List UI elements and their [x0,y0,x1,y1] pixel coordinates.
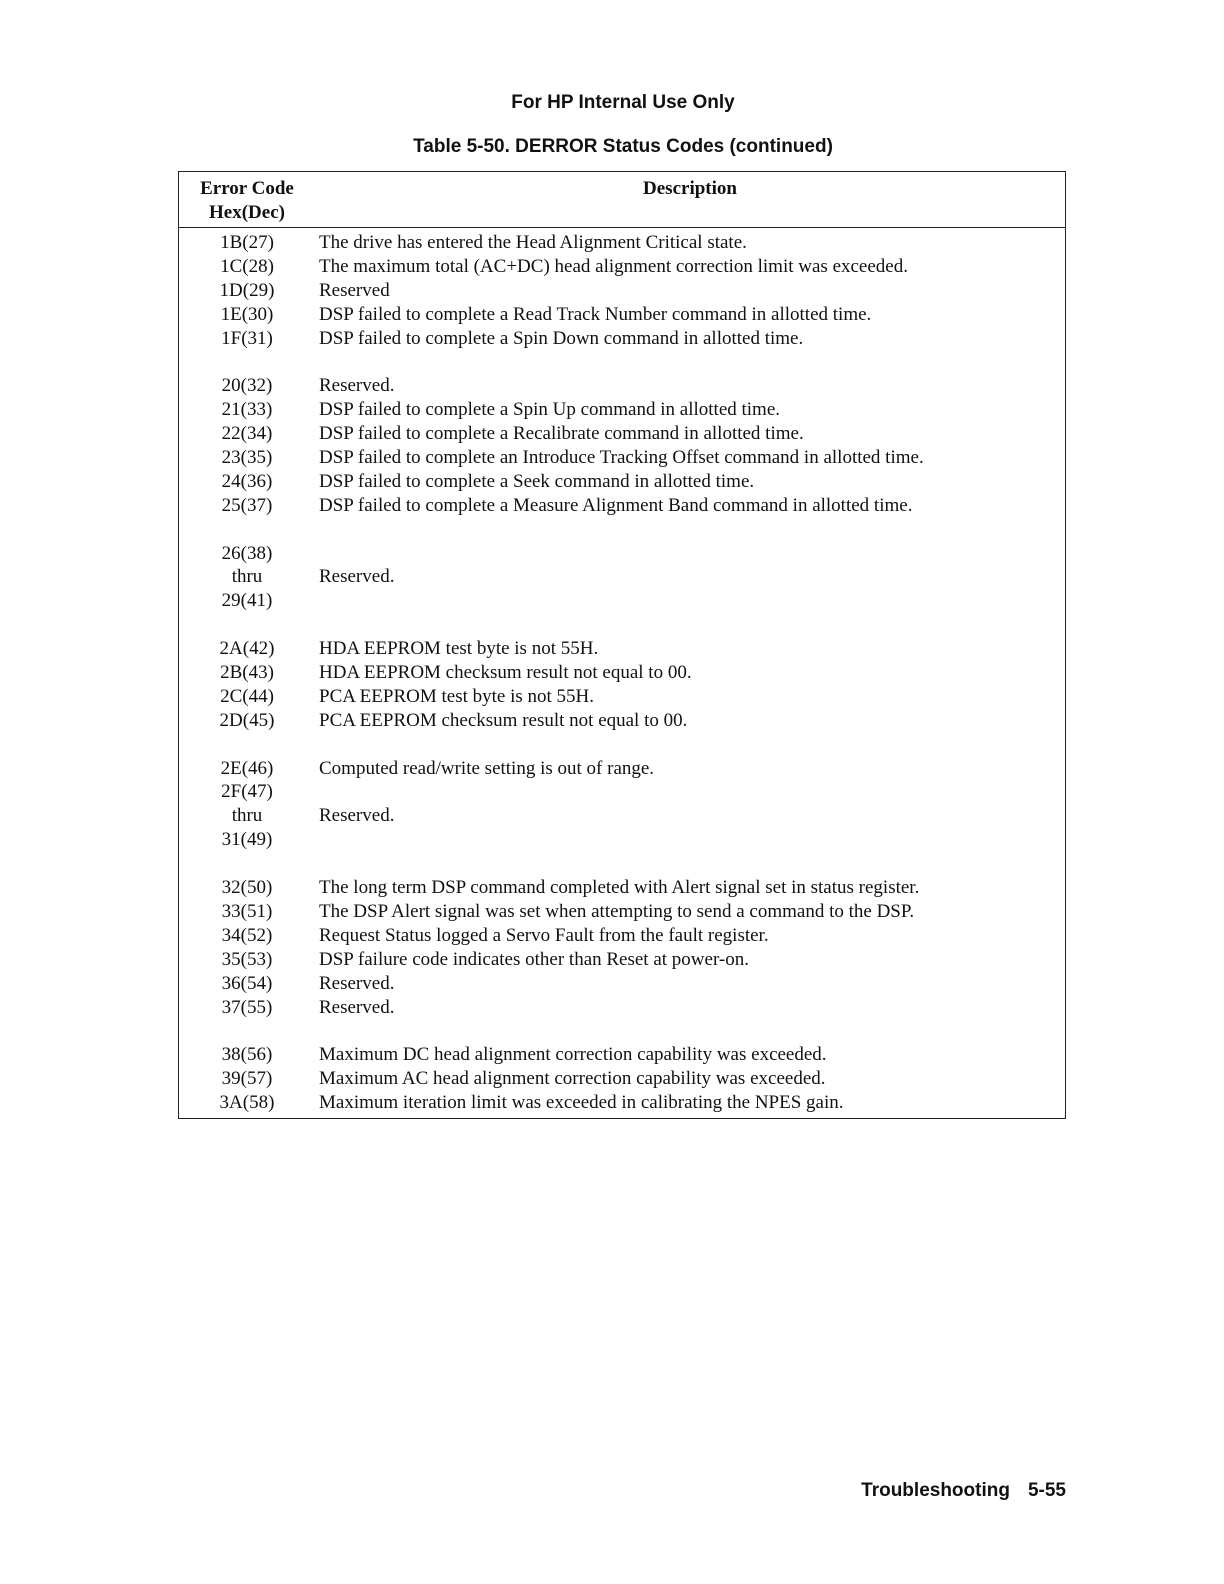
error-code-cell: 1D(29) [219,279,275,301]
table-row [179,1091,1065,1115]
table-row [179,255,1065,279]
error-code-cell: 22(34) [221,423,273,445]
error-code-cell: 38(56) [221,1044,273,1066]
error-code-cell: 34(52) [221,924,273,946]
table-row [179,948,1065,972]
description-cell: Computed read/write setting is out of range. [319,757,655,779]
table-row [179,1067,1065,1091]
error-code-cell: 3A(58) [219,1092,275,1114]
table-row [179,589,1065,613]
table-row [179,733,1065,757]
description-cell: The DSP Alert signal was set when attempting to send a command to the DSP. [319,900,915,922]
table-header [179,172,1065,228]
table-row [179,350,1065,374]
table-row [179,446,1065,470]
table-row [179,780,1065,804]
table-row [179,804,1065,828]
footer-section: Troubleshooting [861,1480,1010,1501]
page-footer [861,1480,1066,1502]
description-cell: DSP failed to complete a Recalibrate command in allotted time. [319,423,804,445]
table-caption: Table 5-50. DERROR Status Codes (continued) [413,136,833,157]
derror-status-table [178,171,1066,1119]
description-cell: DSP failed to complete a Seek command in allotted time. [319,470,755,492]
error-code-cell: 37(55) [221,996,273,1018]
page-banner: For HP Internal Use Only [511,92,735,113]
error-code-cell: 2C(44) [220,685,274,707]
description-cell: Reserved. [319,996,395,1018]
error-code-cell: 1B(27) [220,232,274,253]
table-row [179,900,1065,924]
error-code-cell: 36(54) [221,972,273,994]
description-cell: DSP failed to complete a Read Track Number command in allotted time. [319,303,872,325]
table-row [179,996,1065,1020]
description-cell: The long term DSP command completed with Alert signal set in status register. [319,877,920,899]
description-cell: DSP failed to complete a Spin Up command in allotted time. [319,399,781,421]
description-cell: DSP failed to complete a Measure Alignment Band command in allotted time. [319,494,913,516]
error-code-cell: 1F(31) [221,327,273,349]
column-header-description: Description [643,178,737,199]
table-row [179,685,1065,709]
description-cell: Reserved. [319,375,395,397]
table-row [179,542,1065,566]
table-row [179,398,1065,422]
error-code-cell: thru [231,566,263,588]
error-code-cell: 1C(28) [220,255,274,277]
error-code-cell: 20(32) [221,375,273,397]
description-cell: PCA EEPROM test byte is not 55H. [319,685,594,707]
table-row [179,1043,1065,1067]
table-row [179,279,1065,303]
error-code-cell: 1E(30) [220,303,274,325]
description-cell: HDA EEPROM test byte is not 55H. [319,638,599,660]
table-row [179,303,1065,327]
error-code-cell: 21(33) [221,399,273,421]
table-row [179,422,1065,446]
table-body [179,231,1065,1115]
table-row [179,757,1065,781]
error-code-cell: 33(51) [221,900,273,922]
table-row [179,613,1065,637]
description-cell: PCA EEPROM checksum result not equal to 00. [319,709,688,731]
table-row [179,470,1065,494]
table-row [179,327,1065,351]
error-code-cell: 35(53) [221,948,273,970]
error-code-cell: 2D(45) [219,709,275,731]
table-row [179,972,1065,996]
description-cell: DSP failed to complete an Introduce Tracking Offset command in allotted time. [319,447,924,469]
error-code-cell: 2F(47) [221,781,273,803]
description-cell: DSP failed to complete a Spin Down command in allotted time. [319,327,804,349]
table-row [179,828,1065,852]
error-code-cell: 39(57) [221,1068,273,1090]
table-row [179,518,1065,542]
table-row [179,876,1065,900]
error-code-cell: 2B(43) [220,662,274,684]
table-row [179,374,1065,398]
column-header-error-code [179,177,315,225]
table-row [179,661,1065,685]
description-cell: Request Status logged a Servo Fault from the fault register. [319,924,769,946]
table-row [179,924,1065,948]
description-cell: Maximum DC head alignment correction capability was exceeded. [319,1044,827,1066]
description-cell: The maximum total (AC+DC) head alignment correction limit was exceeded. [319,255,908,277]
table-row [179,565,1065,589]
table-row [179,709,1065,733]
error-code-cell: 31(49) [221,829,273,851]
footer-page-number: 5-55 [1027,1480,1066,1501]
table-row [179,231,1065,255]
column-header-error-code-line2: Hex(Dec) [209,202,285,223]
error-code-cell: thru [231,805,263,827]
table-row [179,637,1065,661]
column-header-error-code-line1: Error Code [200,178,294,199]
error-code-cell: 2E(46) [220,757,274,779]
table-row [179,1019,1065,1043]
table-row [179,494,1065,518]
description-cell: DSP failure code indicates other than Reset at power-on. [319,948,749,970]
error-code-cell: 29(41) [221,590,273,612]
description-cell: Reserved. [319,805,395,827]
error-code-cell: 32(50) [221,877,273,899]
description-cell: HDA EEPROM checksum result not equal to 00. [319,662,692,684]
description-cell: Reserved. [319,972,395,994]
error-code-cell: 26(38) [221,542,273,564]
description-cell: Reserved [319,279,390,301]
description-cell: Maximum AC head alignment correction capability was exceeded. [319,1068,826,1090]
error-code-cell: 24(36) [221,470,273,492]
table-row [179,852,1065,876]
description-cell: The drive has entered the Head Alignment Critical state. [319,232,747,253]
description-cell: Maximum iteration limit was exceeded in calibrating the NPES gain. [319,1092,844,1114]
error-code-cell: 23(35) [221,447,273,469]
description-cell: Reserved. [319,566,395,588]
error-code-cell: 25(37) [221,494,273,516]
error-code-cell: 2A(42) [219,638,275,660]
